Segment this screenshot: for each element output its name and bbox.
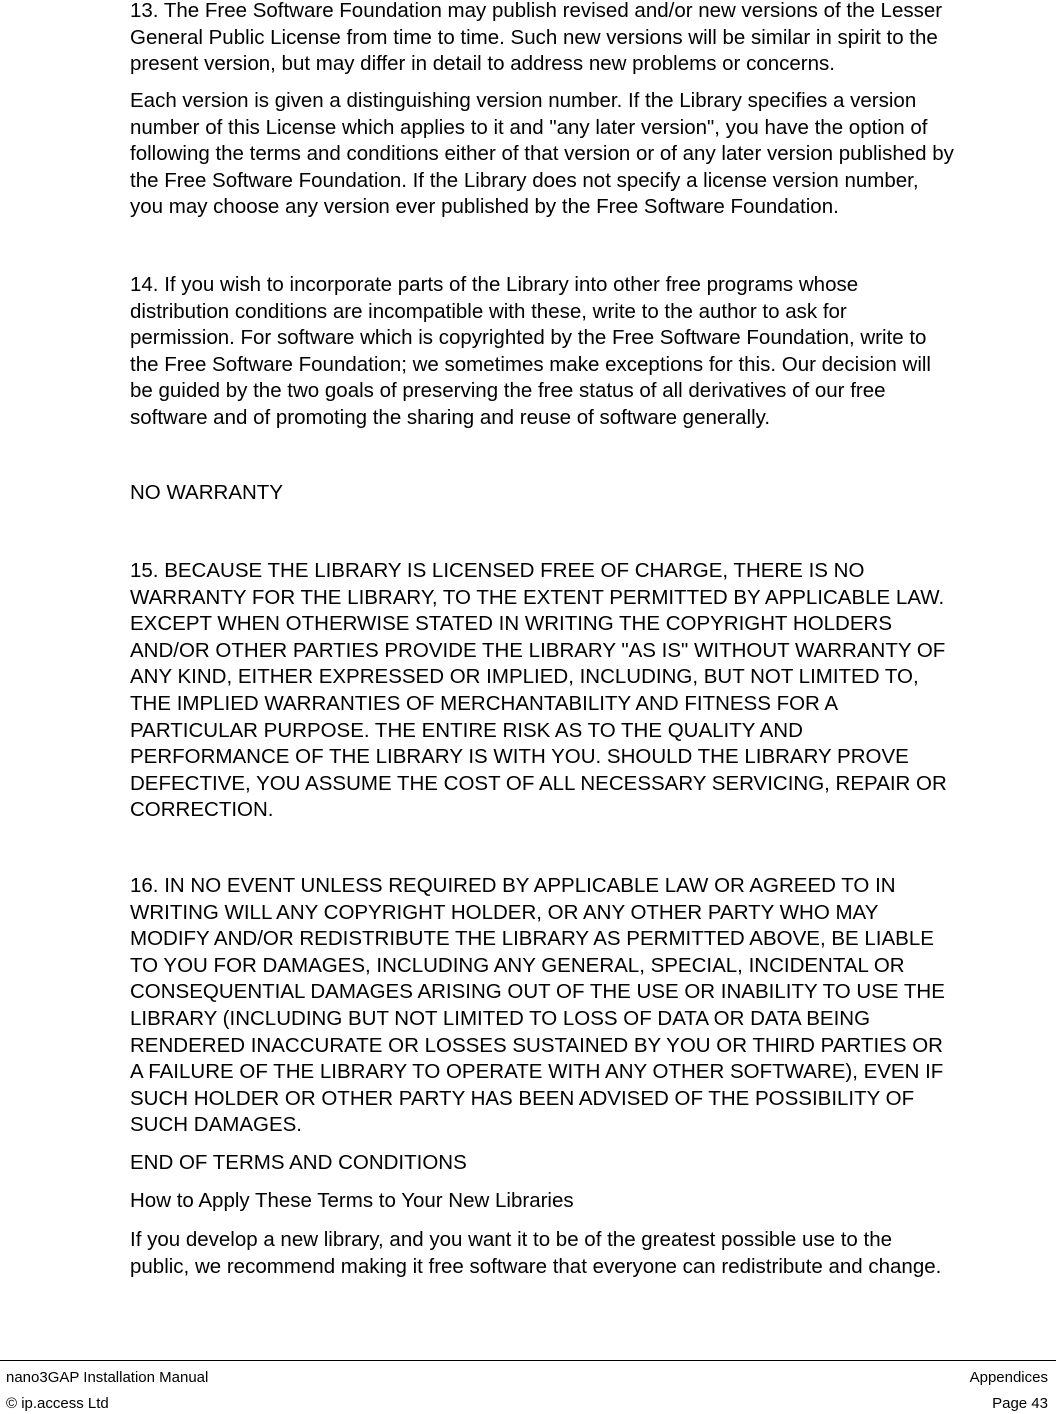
text-line: THE IMPLIED WARRANTIES OF MERCHANTABILITY AND FITNESS FOR A (130, 691, 839, 715)
text-line: How to Apply These Terms to Your New Libraries (130, 1189, 574, 1212)
text-line: 15. BECAUSE THE LIBRARY IS LICENSED FREE OF CHARGE, THERE IS NO (130, 559, 865, 582)
text-line: WRITING WILL ANY COPYRIGHT HOLDER, OR ANY OTHER PARTY WHO MAY (130, 900, 879, 924)
text-line: NO WARRANTY (130, 481, 283, 504)
text-line: the Free Software Foundation. If the Library does not specify a license version number, (130, 168, 919, 192)
text-line: CORRECTION. (130, 798, 274, 822)
text-line: present version, but may differ in detail to address new problems or concerns. (130, 52, 835, 76)
text-line: the Free Software Foundation; we sometimes make exceptions for this. Our decision will (130, 352, 931, 376)
paragraph-15 (130, 558, 947, 824)
text-line: number of this License which applies to it and "any later version", you have the option of (130, 115, 928, 139)
text-line: public, we recommend making it free software that everyone can redistribute and change. (130, 1254, 942, 1278)
text-line: PERFORMANCE OF THE LIBRARY IS WITH YOU. SHOULD THE LIBRARY PROVE (130, 745, 909, 769)
text-line: If you develop a new library, and you want it to be of the greatest possible use to the (130, 1228, 893, 1251)
text-line: CONSEQUENTIAL DAMAGES ARISING OUT OF THE USE OR INABILITY TO USE THE (130, 980, 945, 1004)
heading-how-to-apply (130, 1188, 574, 1215)
paragraph-version (130, 88, 954, 221)
footer-doc-title: nano3GAP Installation Manual (6, 1369, 209, 1386)
text-line: DEFECTIVE, YOU ASSUME THE COST OF ALL NECESSARY SERVICING, REPAIR OR (130, 771, 947, 795)
text-line: ANY KIND, EITHER EXPRESSED OR IMPLIED, INCLUDING, BUT NOT LIMITED TO, (130, 665, 919, 689)
text-line: A FAILURE OF THE LIBRARY TO OPERATE WITH ANY OTHER SOFTWARE), EVEN IF (130, 1060, 944, 1084)
text-line: AND/OR OTHER PARTIES PROVIDE THE LIBRARY "AS IS" WITHOUT WARRANTY OF (130, 638, 946, 662)
text-line: PARTICULAR PURPOSE. THE ENTIRE RISK AS TO THE QUALITY AND (130, 718, 803, 742)
text-line: RENDERED INACCURATE OR LOSSES SUSTAINED BY YOU OR THIRD PARTIES OR (130, 1033, 943, 1057)
text-line: you may choose any version ever published by the Free Software Foundation. (130, 195, 839, 219)
text-line: WARRANTY FOR THE LIBRARY, TO THE EXTENT PERMITTED BY APPLICABLE LAW. (130, 585, 945, 609)
paragraph-13 (130, 0, 942, 78)
paragraph-16 (130, 873, 945, 1139)
text-line: EXCEPT WHEN OTHERWISE STATED IN WRITING THE COPYRIGHT HOLDERS (130, 612, 892, 636)
text-line: END OF TERMS AND CONDITIONS (130, 1151, 467, 1174)
text-line: 13. The Free Software Foundation may publish revised and/or new versions of the Lesser (130, 0, 943, 22)
text-line: 16. IN NO EVENT UNLESS REQUIRED BY APPLICABLE LAW OR AGREED TO IN (130, 874, 896, 897)
text-line: TO YOU FOR DAMAGES, INCLUDING ANY GENERAL, SPECIAL, INCIDENTAL OR (130, 953, 905, 977)
paragraph-new-library (130, 1227, 941, 1280)
text-line: MODIFY AND/OR REDISTRIBUTE THE LIBRARY AS PERMITTED ABOVE, BE LIABLE (130, 927, 934, 951)
footer-divider (0, 1360, 1056, 1361)
footer-section: Appendices (969, 1369, 1048, 1386)
footer-page-number: Page 43 (992, 1395, 1048, 1412)
footer-copyright: © ip.access Ltd (6, 1395, 109, 1412)
text-line: General Public License from time to time. Such new versions will be similar in spirit to the (130, 25, 938, 49)
text-line: LIBRARY (INCLUDING BUT NOT LIMITED TO LOSS OF DATA OR DATA BEING (130, 1006, 871, 1030)
text-line: following the terms and conditions either of that version or of any later version published by (130, 142, 954, 166)
text-line: 14. If you wish to incorporate parts of the Library into other free programs whose (130, 273, 859, 296)
heading-no-warranty (130, 480, 283, 507)
text-line: distribution conditions are incompatible with these, write to the author to ask for (130, 299, 847, 323)
text-line: SUCH DAMAGES. (130, 1113, 302, 1137)
text-line: Each version is given a distinguishing version number. If the Library specifies a version (130, 89, 917, 112)
paragraph-14 (130, 272, 931, 432)
heading-end-of-terms (130, 1150, 467, 1177)
text-line: SUCH HOLDER OR OTHER PARTY HAS BEEN ADVISED OF THE POSSIBILITY OF (130, 1086, 915, 1110)
text-line: be guided by the two goals of preserving the free status of all derivatives of our free (130, 379, 886, 403)
text-line: software and of promoting the sharing and reuse of software generally. (130, 405, 771, 429)
text-line: permission. For software which is copyrighted by the Free Software Foundation, write to (130, 326, 927, 350)
